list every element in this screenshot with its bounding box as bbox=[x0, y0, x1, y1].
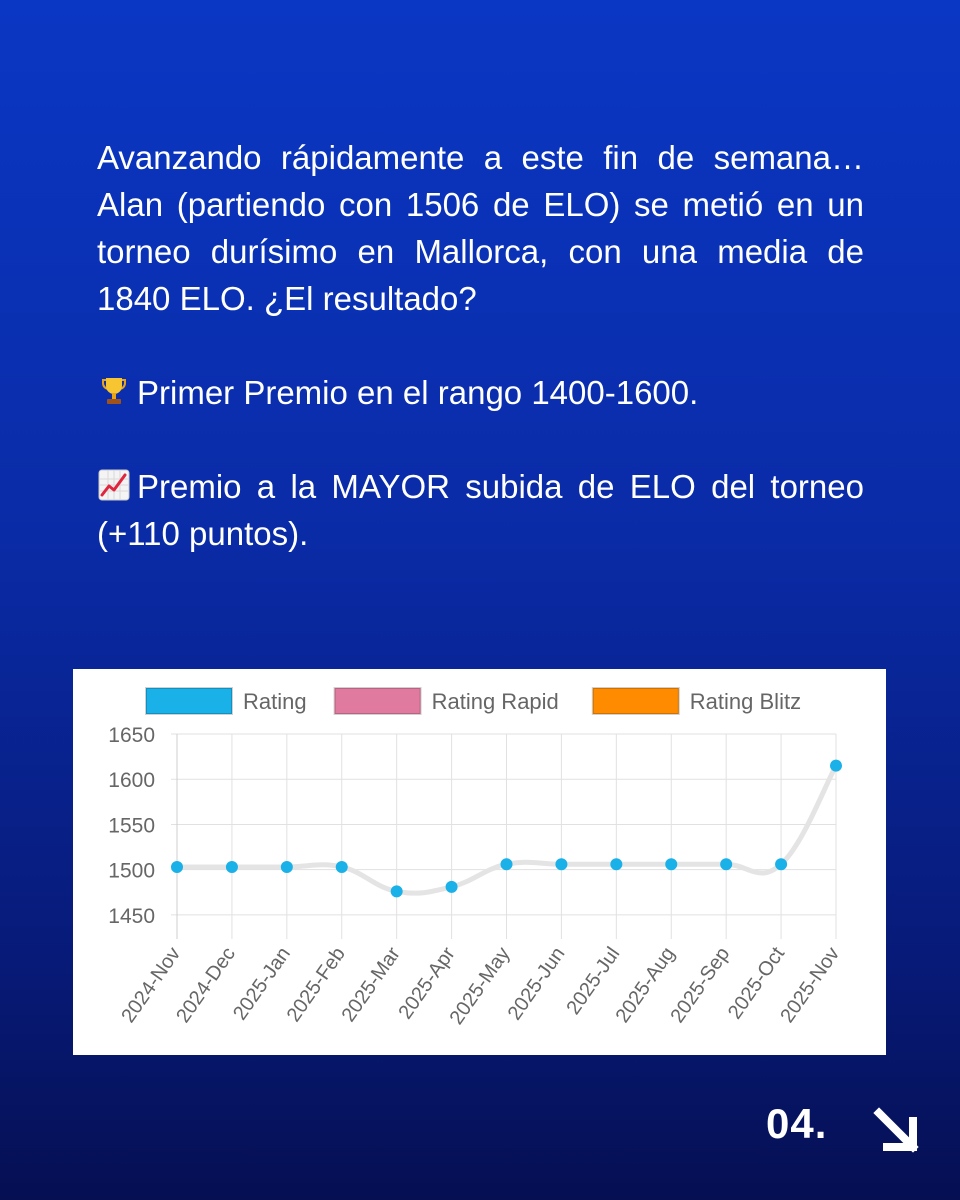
elo-gain-paragraph bbox=[97, 463, 864, 557]
x-tick-label: 2024-Dec bbox=[172, 943, 241, 1027]
data-point bbox=[336, 861, 348, 873]
chart-svg bbox=[73, 669, 886, 1055]
data-point bbox=[610, 858, 622, 870]
legend-label: Rating bbox=[243, 689, 307, 714]
data-point bbox=[555, 858, 567, 870]
first-prize-text: Primer Premio en el rango 1400-1600. bbox=[137, 374, 699, 411]
legend-swatch bbox=[335, 688, 421, 714]
x-tick-label: 2025-May bbox=[445, 943, 515, 1029]
data-point bbox=[830, 760, 842, 772]
x-tick-label: 2025-Jun bbox=[503, 943, 570, 1025]
data-point bbox=[281, 861, 293, 873]
legend-swatch bbox=[593, 688, 679, 714]
x-tick-label: 2025-Nov bbox=[776, 943, 845, 1027]
legend-label: Rating Blitz bbox=[689, 689, 802, 714]
x-tick-label: 2025-Apr bbox=[394, 943, 460, 1024]
elo-rating-chart bbox=[73, 669, 886, 1055]
data-point bbox=[446, 881, 458, 893]
data-point bbox=[775, 858, 787, 870]
x-tick-label: 2025-Jul bbox=[562, 943, 625, 1019]
trophy-icon bbox=[97, 374, 131, 408]
page-number: 04. bbox=[766, 1100, 828, 1147]
y-tick-label: 1550 bbox=[108, 814, 155, 838]
arrow-down-right-icon[interactable] bbox=[870, 1104, 922, 1156]
x-tick-label: 2025-Aug bbox=[611, 943, 680, 1027]
x-tick-label: 2025-Mar bbox=[337, 943, 405, 1026]
x-tick-label: 2025-Feb bbox=[282, 943, 350, 1027]
data-point bbox=[226, 861, 238, 873]
data-point bbox=[501, 858, 513, 870]
first-prize-paragraph bbox=[97, 369, 864, 416]
x-tick-label: 2025-Sep bbox=[666, 943, 735, 1027]
data-point bbox=[391, 885, 403, 897]
intro-paragraph: Avanzando rápidamente a este fin de semana… Alan (partiendo con 1506 de ELO) se metió en un torneo durísimo en Mallorca, con una media de 1840 ELO. ¿El resultado? bbox=[97, 139, 864, 317]
data-point bbox=[171, 861, 183, 873]
chart-increasing-icon bbox=[97, 468, 131, 502]
legend-label: Rating Rapid bbox=[431, 689, 559, 714]
y-tick-label: 1600 bbox=[108, 769, 155, 793]
x-tick-label: 2025-Oct bbox=[723, 943, 790, 1024]
data-point bbox=[720, 858, 732, 870]
text-block bbox=[97, 134, 864, 557]
x-tick-label: 2025-Jan bbox=[229, 943, 295, 1025]
elo-gain-text: Premio a la MAYOR subida de ELO del torneo (+110 puntos). bbox=[97, 468, 864, 552]
data-point bbox=[665, 858, 677, 870]
y-tick-label: 1450 bbox=[108, 904, 155, 928]
legend-swatch bbox=[146, 688, 232, 714]
y-tick-label: 1650 bbox=[108, 724, 155, 747]
y-tick-label: 1500 bbox=[108, 859, 155, 883]
x-tick-label: 2024-Nov bbox=[117, 943, 186, 1027]
